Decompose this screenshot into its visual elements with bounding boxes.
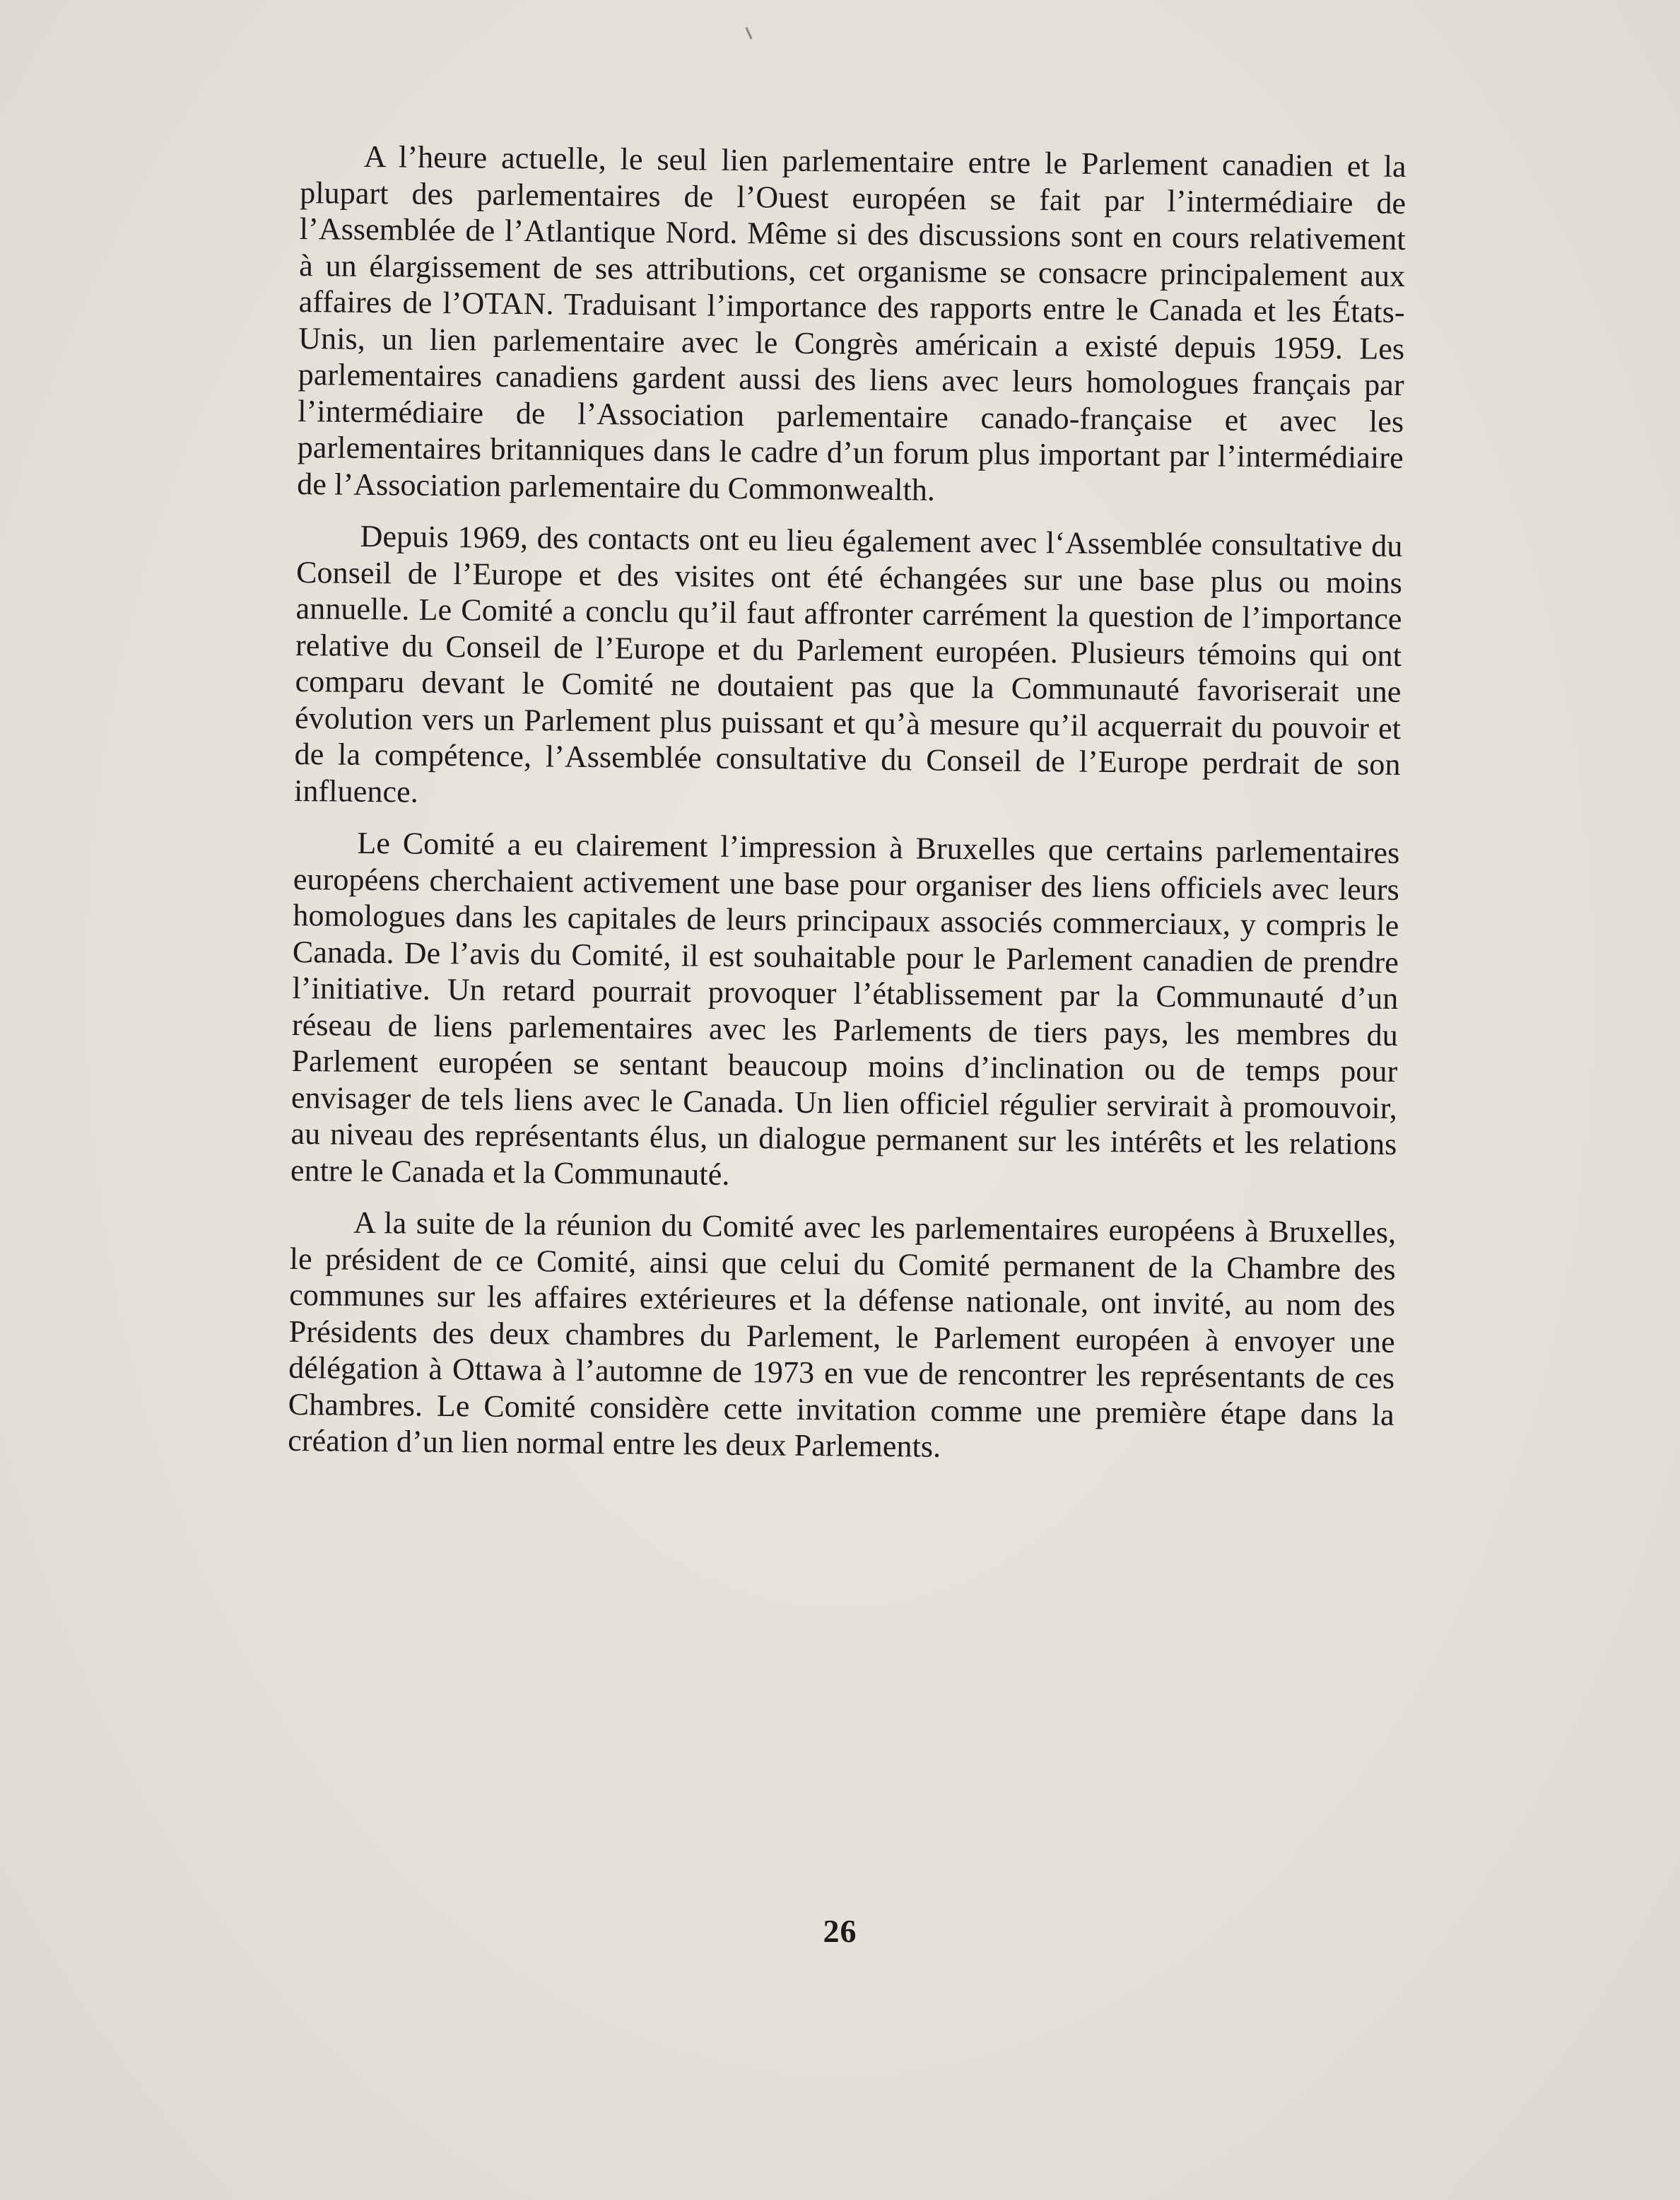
paragraph-3: Le Comité a eu clairement l’impression à Bruxelles que certains parlementaires européens cherchaient activement une base pour organiser des liens officiels avec leurs homologues dans les capitales de leurs principaux associés commerciaux, y compris le Canada. De l’avis du Comité, il est souhaitable pour le Parlement canadien de prendre l’initiative. Un retard pourrait provoquer l’établissement par la Communauté d’un réseau de liens parlementaires avec les Parlements de tiers pays, les membres du Parlement européen se sentant beaucoup moins d’inclination ou de temps pour envisager de tels liens avec le Canada. Un lien officiel régulier servirait à promouvoir, au niveau des représentants élus, un dialogue permanent sur les intérêts et les relations entre le Canada et la Communauté. xyxy=(290,825,1400,1192)
scan-mark xyxy=(745,27,752,40)
paragraph-1: A l’heure actuelle, le seul lien parlementaire entre le Parlement canadien et la plupart des parlementaires de l’Ouest européen se fait par l’intermédiaire de l’Assemblée de l’Atlantique Nord. Même si des discussions sont en cours relativement à un élargissement de ses attributions, cet organisme se consacre principalement aux affaires de l’OTAN. Traduisant l’importance des rapports entre le Canada et les États-Unis, un lien parlementaire avec le Congrès américain a existé depuis 1959. Les parlementaires canadiens gardent aussi des liens avec leurs homologues français par l’intermédiaire de l’Association parlementaire canado-française et avec les parlementaires britanniques dans le cadre d’un forum plus important par l’intermédiaire de l’Association parlementaire du Commonwealth. xyxy=(297,139,1406,508)
page-number: 26 xyxy=(823,1913,857,1949)
paragraph-4: A la suite de la réunion du Comité avec les parlementaires européens à Bruxelles, le président de ce Comité, ainsi que celui du Comité permanent de la Chambre des communes sur les affaires extérieures et la défense nationale, ont invité, au nom des Présidents des deux chambres du Parlement, le Parlement européen à envoyer une délégation à Ottawa à l’automne de 1973 en vue de rencontrer les représentants de ces Chambres. Le Comité considère cette invitation comme une première étape dans la création d’un lien normal entre les deux Parlements. xyxy=(288,1205,1397,1464)
paragraph-2: Depuis 1969, des contacts ont eu lieu également avec l‘Assemblée consultative du Conseil de l’Europe et des visites ont été échangées sur une base plus ou moins annuelle. Le Comité a conclu qu’il faut affronter carrément la question de l’importance relative du Conseil de l’Europe et du Parlement européen. Plusieurs témoins qui ont comparu devant le Comité ne doutaient pas que la Communauté favoriserait une évolution vers un Parlement plus puissant et qu’à mesure qu’il acquerrait du pouvoir et de la compétence, l’Assemblée consultative du Conseil de l’Europe perdrait de son influence. xyxy=(293,518,1403,809)
body-text xyxy=(288,138,1406,1485)
